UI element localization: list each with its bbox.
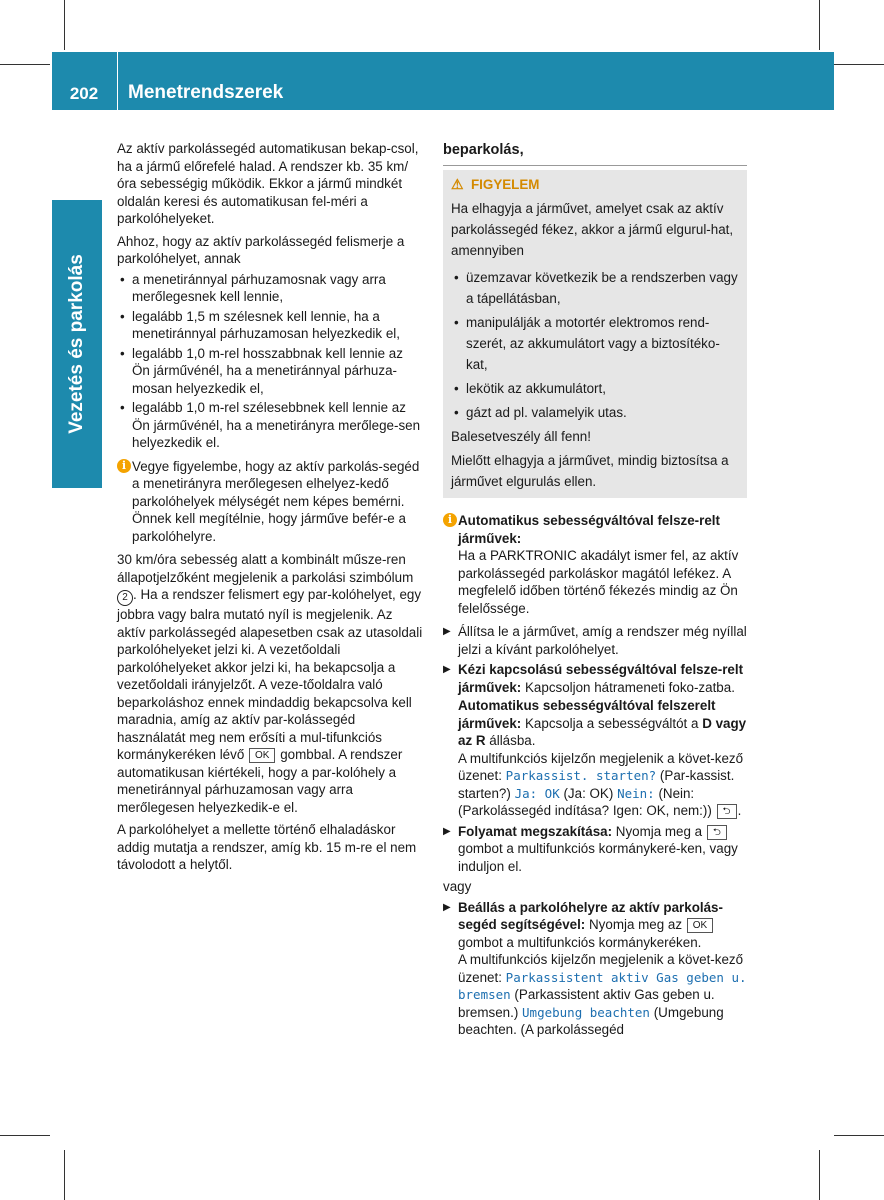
warning-title xyxy=(451,176,739,194)
crop-mark xyxy=(64,0,65,50)
step-bold: Folyamat megszakítása: xyxy=(458,823,613,839)
crop-mark xyxy=(0,64,50,65)
separator-text: vagy xyxy=(443,879,472,894)
side-tab-label-wrap xyxy=(52,200,102,488)
chapter-title: Menetrendszerek xyxy=(128,82,284,103)
step-text: Kapcsolja a sebességváltót a xyxy=(525,715,699,731)
step-arrow-icon: ▶ xyxy=(443,664,451,675)
crop-mark xyxy=(834,1135,884,1136)
info-note xyxy=(117,458,423,546)
list-item: • legalább 1,5 m szélesnek kell lennie, ha a menetiránnyal párhuzamosan helyezkedik el, xyxy=(117,308,423,343)
instruction-step xyxy=(443,623,747,658)
list-item: • legalább 1,0 m-rel szélesebbnek kell lennie az Ön járművénél, ha a menetirányra merőlege-sen helyezkedik el. xyxy=(117,399,423,452)
step-bold: Beállás a parkolóhelyre az aktív parkolás-segéd segítségével: xyxy=(458,899,723,932)
instruction-step xyxy=(443,661,747,820)
step-arrow-icon: ▶ xyxy=(443,825,451,837)
step-arrow-icon: ▶ xyxy=(443,901,451,913)
warning-title-text: FIGYELEM xyxy=(471,176,540,192)
paragraph: Balesetveszély áll fenn! xyxy=(451,429,591,444)
step-arrow-icon: ▶ xyxy=(443,626,451,637)
list-item: • manipulálják a motortér elektromos rend-szerét, az akkumulátort vagy a biztosítéko-kat, xyxy=(451,312,739,375)
list-item: • üzemzavar következik be a rendszerben vagy a tápellátásban, xyxy=(451,267,739,309)
step-text: gombot a multifunkciós kormánykeréken. xyxy=(458,934,702,950)
info-note xyxy=(443,512,747,617)
display-message: Parkassist. starten? xyxy=(505,768,657,783)
info-text: Ha a PARKTRONIC akadályt ismer fel, az aktív parkolássegéd parkoláskor magától lefékez. A megfelelő időben történő fékezés mindig az Ön felelőssége. xyxy=(458,548,739,616)
ok-key-icon: OK xyxy=(687,918,713,933)
step-text: Kapcsoljon hátrameneti foko-zatba. xyxy=(525,679,735,695)
callout-number: 2 xyxy=(117,590,133,606)
display-message: Parkassistent aktiv Gas geben u. bremsen xyxy=(458,969,747,1002)
paragraph xyxy=(117,551,423,816)
page-number: 202 xyxy=(69,84,99,103)
step-text: (Nein: (Parkolássegéd indítása? Igen: OK, nem:)) xyxy=(458,785,712,818)
text: . Ha a rendszer felismert egy par-kolóhelyet, egy jobbra vagy balra mutató nyíl is megjelenik. Az aktív parkolássegéd alapesetben csak az utasoldali parkolóhelyeket jelzi ki. A vezetőoldali parkolóhelyeket akkor jelzi ki, ha bekapcsolja a vezetőoldali irányjelzőt. A veze-tőoldalra való beparkoláshoz ennek mindaddig bekapcsolva kell maradnia, amíg az aktív par-kolássegéd használatát meg nem erősíti a mul-tifunkciós kormánykeréken lévő xyxy=(117,587,423,762)
list-item: • gázt ad pl. valamelyik utas. xyxy=(451,402,739,423)
warning-triangle-icon: ⚠ xyxy=(451,175,464,192)
paragraph: Ha elhagyja a járművet, amelyet csak az aktív parkolássegéd fékez, akkor a jármű elgurul-hat, amennyiben xyxy=(451,201,734,258)
paragraph: Ahhoz, hogy az aktív parkolássegéd felismerje a parkolóhelyet, annak xyxy=(117,233,405,266)
step-text: gombot a multifunkciós kormánykeré-ken, vagy induljon el. xyxy=(458,841,738,874)
left-column xyxy=(117,140,423,879)
instruction-step xyxy=(443,823,747,876)
step-text: Állítsa le a járművet, amíg a rendszer még nyíllal jelzi a kívánt parkolóhelyet. xyxy=(458,624,747,657)
ok-key-icon: OK xyxy=(249,748,275,763)
crop-mark xyxy=(834,64,884,65)
back-key-icon: ⮌ xyxy=(717,804,737,819)
list-item: • a menetiránnyal párhuzamosnak vagy arra merőlegesnek kell lennie, xyxy=(117,271,423,306)
step-bold: Kézi kapcsolású sebességváltóval felsze-relt járművek: xyxy=(458,662,744,695)
step-bold: Automatikus sebességváltóval felszerelt járművek: xyxy=(458,698,716,731)
step-bold: D vagy az R xyxy=(458,715,747,748)
instruction-step xyxy=(443,899,747,1039)
step-text: A multifunkciós kijelzőn megjelenik a követ-kező üzenet: xyxy=(458,952,744,985)
crop-mark xyxy=(64,1150,65,1200)
display-message: Umgebung beachten xyxy=(522,1004,650,1020)
text: 30 km/óra sebesség alatt a kombinált műsze-ren állapotjelzőként megjelenik a parkolási szimbólum xyxy=(117,552,414,585)
section-heading: beparkolás, xyxy=(443,142,747,166)
step-text: Nyomja meg az xyxy=(589,917,683,932)
step-text: állásba. xyxy=(489,733,536,748)
warning-box xyxy=(443,170,747,499)
info-icon: i xyxy=(443,513,457,527)
right-column xyxy=(443,142,747,1042)
paragraph: A parkolóhelyet a mellette történő elhaladáskor addig mutatja a rendszer, amíg kb. 15 m-re el nem távolodott a helytől. xyxy=(117,822,417,872)
step-text: (Parkassistent aktiv Gas geben u. bremsen.) xyxy=(458,987,715,1020)
display-message: Nein: xyxy=(617,785,655,801)
step-text: A multifunkciós kijelzőn megjelenik a követ-kező üzenet: xyxy=(458,750,744,783)
display-message: Ja: OK xyxy=(514,785,560,801)
list-item: • legalább 1,0 m-rel hosszabbnak kell lennie az Ön járművénél, ha a menetiránnyal párhuza-mosan helyezkedik el, xyxy=(117,345,423,398)
step-sub: A multifunkciós kijelzőn megjelenik a követ-kező üzenet: Parkassist. starten? (Par-kassist. starten?) Ja: OK (Ja: OK) Nein: (Nein: (Parkolássegéd indítása? Igen: OK, nem:)) ⮌ . xyxy=(458,750,744,818)
step-text: Nyomja meg a xyxy=(615,823,703,839)
step-sub xyxy=(458,951,747,1039)
back-key-icon: ⮌ xyxy=(707,825,727,840)
list-item: • lekötik az akkumulátort, xyxy=(451,378,739,399)
step-text: (Umgebung beachten. (A parkolássegéd xyxy=(458,1004,724,1037)
paragraph: Az aktív parkolássegéd automatikusan bekap-csol, ha a jármű előrefelé halad. A rendszer kb. 35 km/óra sebességig működik. Ekkor a jármű mindkét oldalán keresi és automatikusan fel-méri a parkolóhelyeket. xyxy=(117,141,419,226)
paragraph: Mielőtt elhagyja a járművet, mindig biztosítsa a járművet elgurulás ellen. xyxy=(451,453,729,489)
text: gombbal. A rendszer automatikusan kiértékeli, hogy a par-kolóhely a menetiránnyal párhuzamosan vagy arra merőlegesen helyezkedik-e el. xyxy=(117,747,403,815)
info-icon: i xyxy=(117,459,131,473)
crop-mark xyxy=(819,0,820,50)
step-text: (Ja: OK) xyxy=(563,785,614,801)
step-text: (Par-kassist. starten?) xyxy=(458,768,735,801)
side-tab-label: Vezetés és parkolás xyxy=(66,254,88,434)
info-title: Automatikus sebességváltóval felsze-relt járművek: xyxy=(458,513,720,546)
step-sub xyxy=(458,697,747,750)
crop-mark xyxy=(0,1135,50,1136)
header-divider xyxy=(117,52,118,110)
info-text: Vegye figyelembe, hogy az aktív parkolás-segéd a menetirányra merőlegesen elhelyez-kedő parkolóhelyek mélységét nem képes bemérni. Önnek kell megítélnie, hogy járműve befér-e a parkolóhelyre. xyxy=(132,458,420,544)
crop-mark xyxy=(819,1150,820,1200)
